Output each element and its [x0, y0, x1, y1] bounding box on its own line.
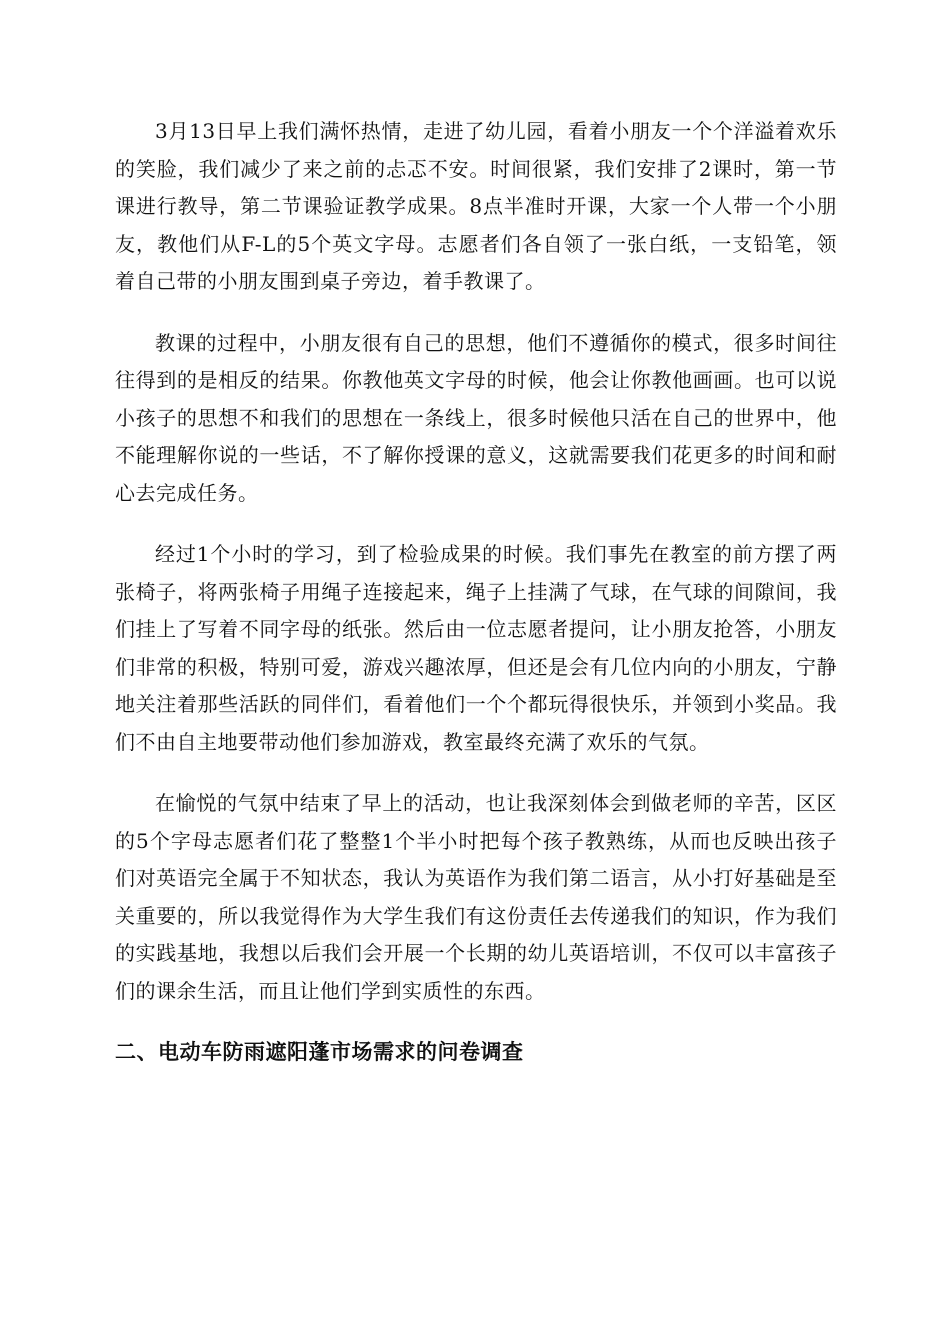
paragraph-4: 在愉悦的气氛中结束了早上的活动，也让我深刻体会到做老师的辛苦，区区的5个字母志愿者们花了整整1个半小时把每个孩子教熟练，从而也反映出孩子们对英语完全属于不知状态，我认为英语作为我们第二语言，从小打好基础是至关重要的，所以我觉得作为大学生我们有这份责任去传递我们的知识，作为我们的实践基地，我想以后我们会开展一个长期的幼儿英语培训，不仅可以丰富孩子们的课余生活，而且让他们学到实质性的东西。: [115, 791, 837, 1003]
paragraph-3: 经过1个小时的学习，到了检验成果的时候。我们事先在教室的前方摆了两张椅子，将两张椅子用绳子连接起来，绳子上挂满了气球，在气球的间隙间，我们挂上了写着不同字母的纸张。然后由一位志愿者提问，让小朋友抢答，小朋友们非常的积极，特别可爱，游戏兴趣浓厚，但还是会有几位内向的小朋友，宁静地关注着那些活跃的同伴们，看着他们一个个都玩得很快乐，并领到小奖品。我们不由自主地要带动他们参加游戏，教室最终充满了欢乐的气氛。: [115, 542, 837, 754]
paragraph-1: 3月13日早上我们满怀热情，走进了幼儿园，看着小朋友一个个洋溢着欢乐的笑脸，我们减少了来之前的忐忑不安。时间很紧，我们安排了2课时，第一节课进行教导，第二节课验证教学成果。8点半准时开课，大家一个人带一个小朋友，教他们从F-L的5个英文字母。志愿者们各自领了一张白纸，一支铅笔，领着自己带的小朋友围到桌子旁边，着手教课了。: [115, 119, 837, 293]
paragraph-2: 教课的过程中，小朋友很有自己的思想，他们不遵循你的模式，很多时间往往得到的是相反的结果。你教他英文字母的时候，他会让你教他画画。也可以说小孩子的思想不和我们的思想在一条线上，很多时候他只活在自己的世界中，他不能理解你说的一些话，不了解你授课的意义，这就需要我们花更多的时间和耐心去完成任务。: [115, 330, 837, 505]
section-heading: 二、电动车防雨遮阳蓬市场需求的问卷调查: [115, 1040, 524, 1064]
document-page: [115, 113, 837, 1071]
